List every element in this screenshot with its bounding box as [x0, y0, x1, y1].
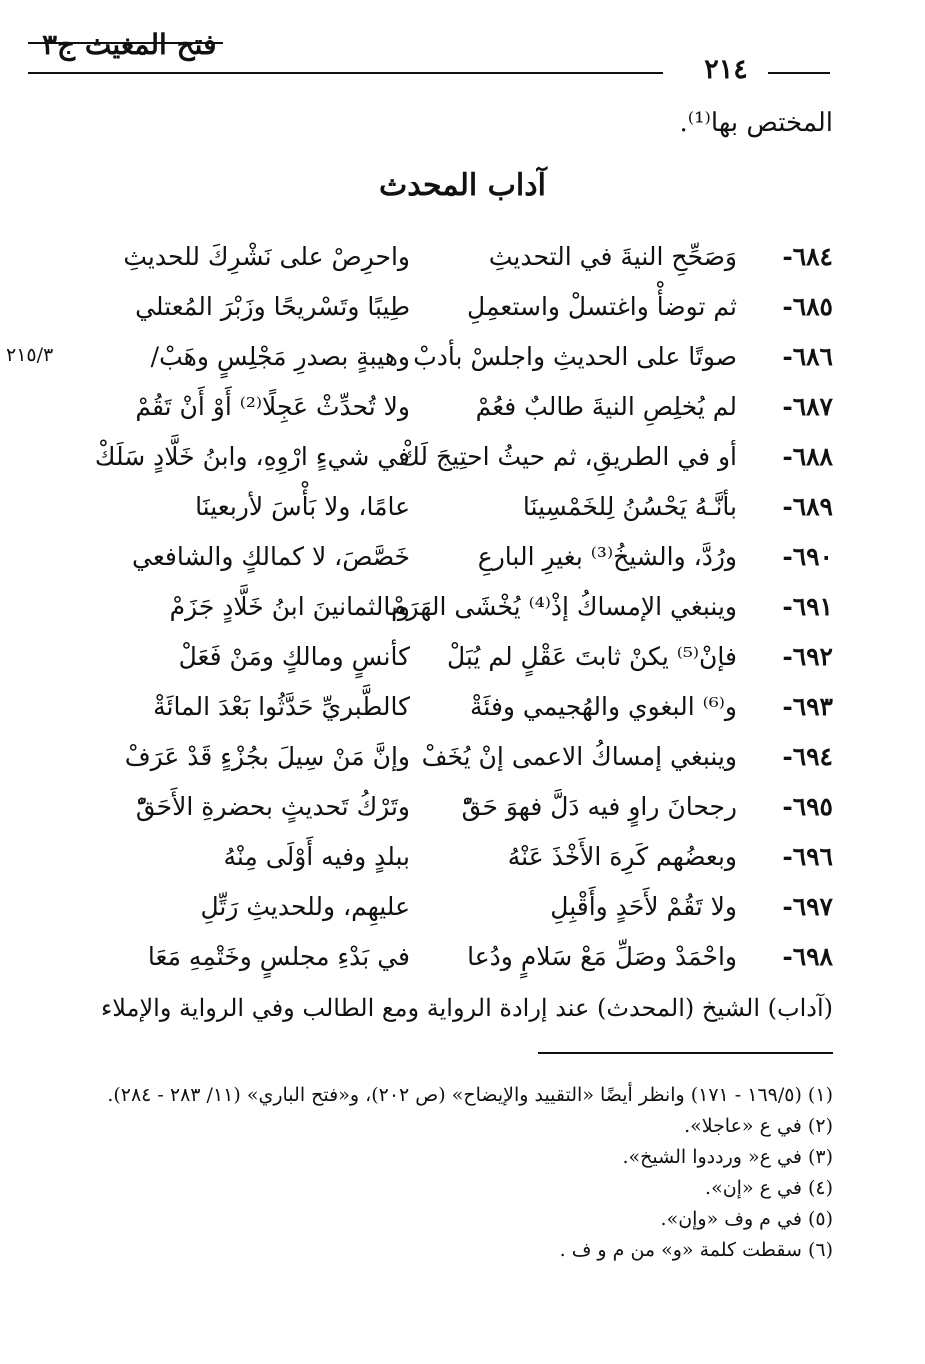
verse-line [0, 786, 925, 836]
verse-line [0, 386, 925, 436]
verse-first-hemistich: وينبغي الإمساكُ إذْ⁽⁴⁾ يُخْشَى الهَرَمْ [391, 592, 737, 621]
verse-second-hemistich: خَصَّصَ، لا كمالكٍ والشافعي [132, 542, 410, 571]
verse-line [0, 536, 925, 586]
verse-first-hemistich: وبعضُهم كَرِهَ الأَخْذَ عَنْهُ [507, 842, 737, 871]
verse-line [0, 286, 925, 336]
verse-list [0, 236, 925, 986]
page-number: ٢١٤ [704, 54, 748, 85]
closing-note: (آداب) الشيخ (المحدث) عند إرادة الرواية ومع الطالب وفي الرواية والإملاء [101, 994, 833, 1022]
verse-line [0, 236, 925, 286]
verse-number: ٦٨٤- [782, 242, 833, 271]
verse-first-hemistich: ورُدَّ، والشيخُ⁽³⁾ بغيرِ البارعِ [477, 542, 737, 571]
verse-first-hemistich: فإنْ⁽⁵⁾ يكنْ ثابتَ عَقْلٍ لم يُبَلْ [446, 642, 737, 671]
verse-number: ٦٨٨- [782, 442, 833, 471]
verse-number: ٦٩١- [782, 592, 833, 621]
verse-line [0, 836, 925, 886]
verse-number: ٦٩٤- [782, 742, 833, 771]
footnote: (٦) سقطت كلمة «و» من م و ف . [559, 1239, 833, 1261]
verse-first-hemistich: ثم توضأْ واغتسلْ واستعمِلِ [467, 292, 737, 321]
verse-second-hemistich: عامًا، ولا بَأْسَ لأربعينَا [195, 492, 410, 521]
page-number-rule-right [768, 72, 830, 74]
verse-second-hemistich: وإنَّ مَنْ سِيلَ بجُزْءٍ قَدْ عَرَفْ [124, 742, 410, 771]
verse-number: ٦٩٦- [782, 842, 833, 871]
verse-second-hemistich: في شيءٍ ارْوِهِ، وابنُ خَلَّادٍ سَلَكْ [94, 442, 410, 471]
verse-number: ٦٩٠- [782, 542, 833, 571]
verse-first-hemistich: وينبغي إمساكُ الاعمى إنْ يُخَفْ [421, 742, 737, 771]
footnote: (١) (١٦٩/٥ - ١٧١) وانظر أيضًا «التقييد والإيضاح» (ص ٢٠٢)، و«فتح الباري» (١١/ ٢٨٣ - ٢٨٤). [107, 1084, 833, 1106]
verse-second-hemistich: واحرِصْ على نَشْرِكَ للحديثِ [123, 242, 410, 271]
verse-first-hemistich: و⁽⁶⁾ البغوي والهُجيمي وفئَةْ [470, 692, 737, 721]
verse-number: ٦٩٣- [782, 692, 833, 721]
verse-second-hemistich: وبالثمانينَ ابنُ خَلَّادٍ جَزَمْ [169, 592, 410, 621]
verse-second-hemistich: ببلدٍ وفيه أَوْلَى مِنْهُ [223, 842, 410, 871]
verse-second-hemistich: طِيبًا وتَسْريحًا وزَبْرَ المُعتلي [135, 292, 410, 321]
verse-first-hemistich: لم يُخلِصِ النيةَ طالبٌ فعُمْ [475, 392, 737, 421]
verse-line [0, 736, 925, 786]
footnote: (٥) في م وف «وإن». [660, 1208, 833, 1230]
verse-first-hemistich: رجحانَ راوٍ فيه دَلَّ فهوَ حَقّْ [461, 792, 737, 821]
running-head: فتح المغيث ج٣ [42, 28, 217, 61]
verse-first-hemistich: وَصَحِّحِ النيةَ في التحديثِ [488, 242, 737, 271]
verse-line [0, 686, 925, 736]
verse-number: ٦٩٥- [782, 792, 833, 821]
verse-second-hemistich: في بَدْءِ مجلسٍ وخَتْمِهِ مَعَا [147, 942, 410, 971]
verse-number: ٦٩٨- [782, 942, 833, 971]
verse-first-hemistich: ولا تَقُمْ لأَحَدٍ وأَقْبِلِ [550, 892, 737, 921]
verse-first-hemistich: بأنَّـهُ يَحْسُنُ لِلخَمْسِينَا [522, 492, 737, 521]
verse-number: ٦٩٧- [782, 892, 833, 921]
verse-line [0, 586, 925, 636]
footnote: (٢) في ع «عاجلا». [684, 1115, 833, 1137]
verse-second-hemistich: كالطَّبريِّ حَدَّثُوا بَعْدَ المائَةْ [153, 692, 410, 721]
verse-number: ٦٨٧- [782, 392, 833, 421]
section-title: آداب المحدث [379, 168, 546, 203]
verse-line [0, 436, 925, 486]
verse-line [0, 886, 925, 936]
verse-line [0, 486, 925, 536]
page-number-rule-left [28, 72, 663, 74]
verse-line [0, 936, 925, 986]
footnote: (٣) في ع« ورددوا الشيخ». [622, 1146, 833, 1168]
verse-second-hemistich: وهيبةٍ بصدرِ مَجْلِسٍ وهَبْ/ [150, 342, 410, 371]
footnote-divider [538, 1052, 833, 1054]
verse-line [0, 636, 925, 686]
footnotes [83, 1080, 833, 1266]
verse-second-hemistich: وتَرْكُ تَحديثٍ بحضرةِ الأَحَقّْ [135, 792, 410, 821]
verse-number: ٦٨٩- [782, 492, 833, 521]
verse-line [0, 336, 925, 386]
verse-number: ٦٨٦- [782, 342, 833, 371]
intro-line: المختص بها⁽¹⁾. [679, 108, 833, 138]
verse-first-hemistich: أو في الطريقِ، ثم حيثُ احتِيجَ لَكْ [399, 442, 737, 471]
verse-second-hemistich: كأنسٍ ومالكٍ ومَنْ فَعَلْ [178, 642, 410, 671]
verse-number: ٦٩٢- [782, 642, 833, 671]
verse-first-hemistich: صوتًا على الحديثِ واجلسْ بأدبْ [413, 342, 737, 371]
verse-number: ٦٨٥- [782, 292, 833, 321]
footnote: (٤) في ع «إن». [705, 1177, 833, 1199]
verse-first-hemistich: واحْمَدْ وصَلِّ مَعْ سَلامٍ ودُعا [467, 942, 737, 971]
verse-second-hemistich: عليهِم، وللحديثِ رَتِّلِ [200, 892, 410, 921]
margin-reference: ٢١٥/٣ [6, 344, 54, 366]
verse-second-hemistich: ولا تُحدِّثْ عَجِلًا⁽²⁾ أَوْ أَنْ تَقُمْ [135, 392, 410, 421]
